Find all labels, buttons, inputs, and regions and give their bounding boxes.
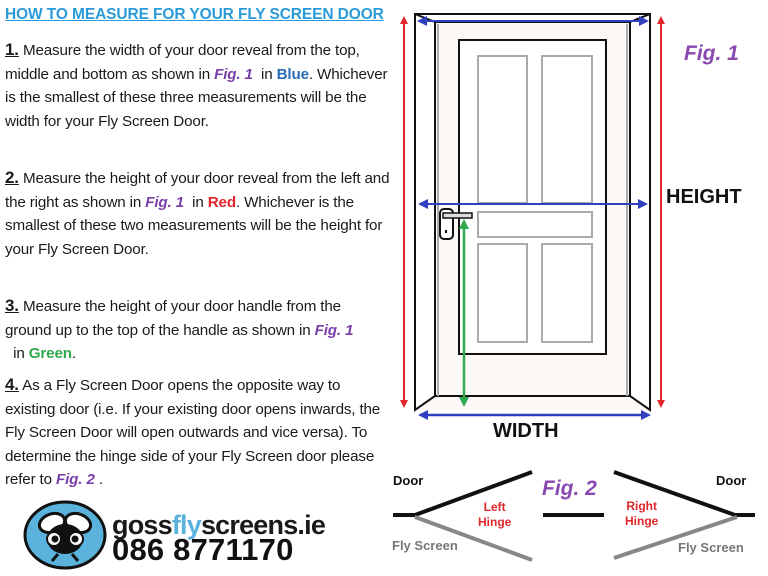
fig-reference: Fig. 1: [214, 65, 253, 83]
step-text: in: [252, 65, 277, 83]
step-text: . Whichever is the smallest of these three measurements will be the width for your Fly Screen Door.: [5, 65, 388, 130]
step-text: Measure the height of your door reveal from the left and the right as shown in: [5, 170, 390, 211]
door-diagram: [385, 0, 685, 450]
page-title: HOW TO MEASURE FOR YOUR FLY SCREEN DOOR: [5, 6, 384, 23]
step-2: [5, 166, 390, 261]
fig-reference: Fig. 1: [145, 193, 184, 211]
step-text: .: [71, 345, 76, 362]
fig2-label: Fig. 2: [542, 477, 597, 500]
step-text: .: [94, 471, 103, 488]
color-word-green: Green: [28, 345, 72, 362]
height-label: HEIGHT: [666, 186, 742, 208]
hinge-text: Hinge: [478, 515, 512, 529]
fly-screen-right-label: Fly Screen: [678, 540, 744, 555]
right-hinge-label: [625, 499, 658, 529]
door-left-label: Door: [393, 473, 424, 488]
fig-reference: Fig. 1: [314, 321, 354, 339]
brand-part-fly: fly: [171, 510, 201, 540]
color-word-blue: Blue: [276, 65, 309, 83]
step-text: . Whichever is the smallest of these two measurements will be the height for your Fly Screen Door.: [5, 193, 383, 258]
step-number: 3.: [5, 296, 19, 315]
fig1-label: Fig. 1: [684, 42, 739, 65]
hinge-text: Right: [626, 499, 657, 513]
brand-part: screens.ie: [200, 510, 326, 540]
step-text: in: [183, 193, 208, 211]
step-text: in: [5, 345, 29, 362]
step-text: Measure the width of your door reveal from the top, middle and bottom as shown in: [5, 42, 360, 83]
brand-part: goss: [112, 510, 172, 540]
fly-screen-left-label: Fly Screen: [392, 538, 458, 553]
step-1: [5, 38, 390, 133]
step-3: [5, 294, 390, 366]
step-number: 2.: [5, 168, 19, 187]
logo-phone-number: 086 8771170: [112, 532, 294, 567]
step-number: 4.: [5, 375, 19, 394]
width-label: WIDTH: [493, 420, 559, 442]
step-text: Measure the height of your door handle from the ground up to the top of the handle as shown in: [5, 298, 341, 339]
step-text: As a Fly Screen Door opens the opposite way to existing door (i.e. If your existing door opens inwards, the Fly Screen Door will open outwards and vice versa). To determine the hinge side of your Fly Screen door please refer to: [5, 377, 381, 488]
color-word-red: Red: [207, 193, 236, 211]
door-right-label: Door: [716, 473, 747, 488]
fig-reference: Fig. 2: [55, 471, 95, 488]
hinge-text: Left: [483, 500, 506, 514]
hinge-text: Hinge: [625, 514, 659, 528]
left-hinge-label: [478, 500, 511, 530]
step-4: [5, 373, 390, 492]
step-number: 1.: [5, 40, 19, 59]
